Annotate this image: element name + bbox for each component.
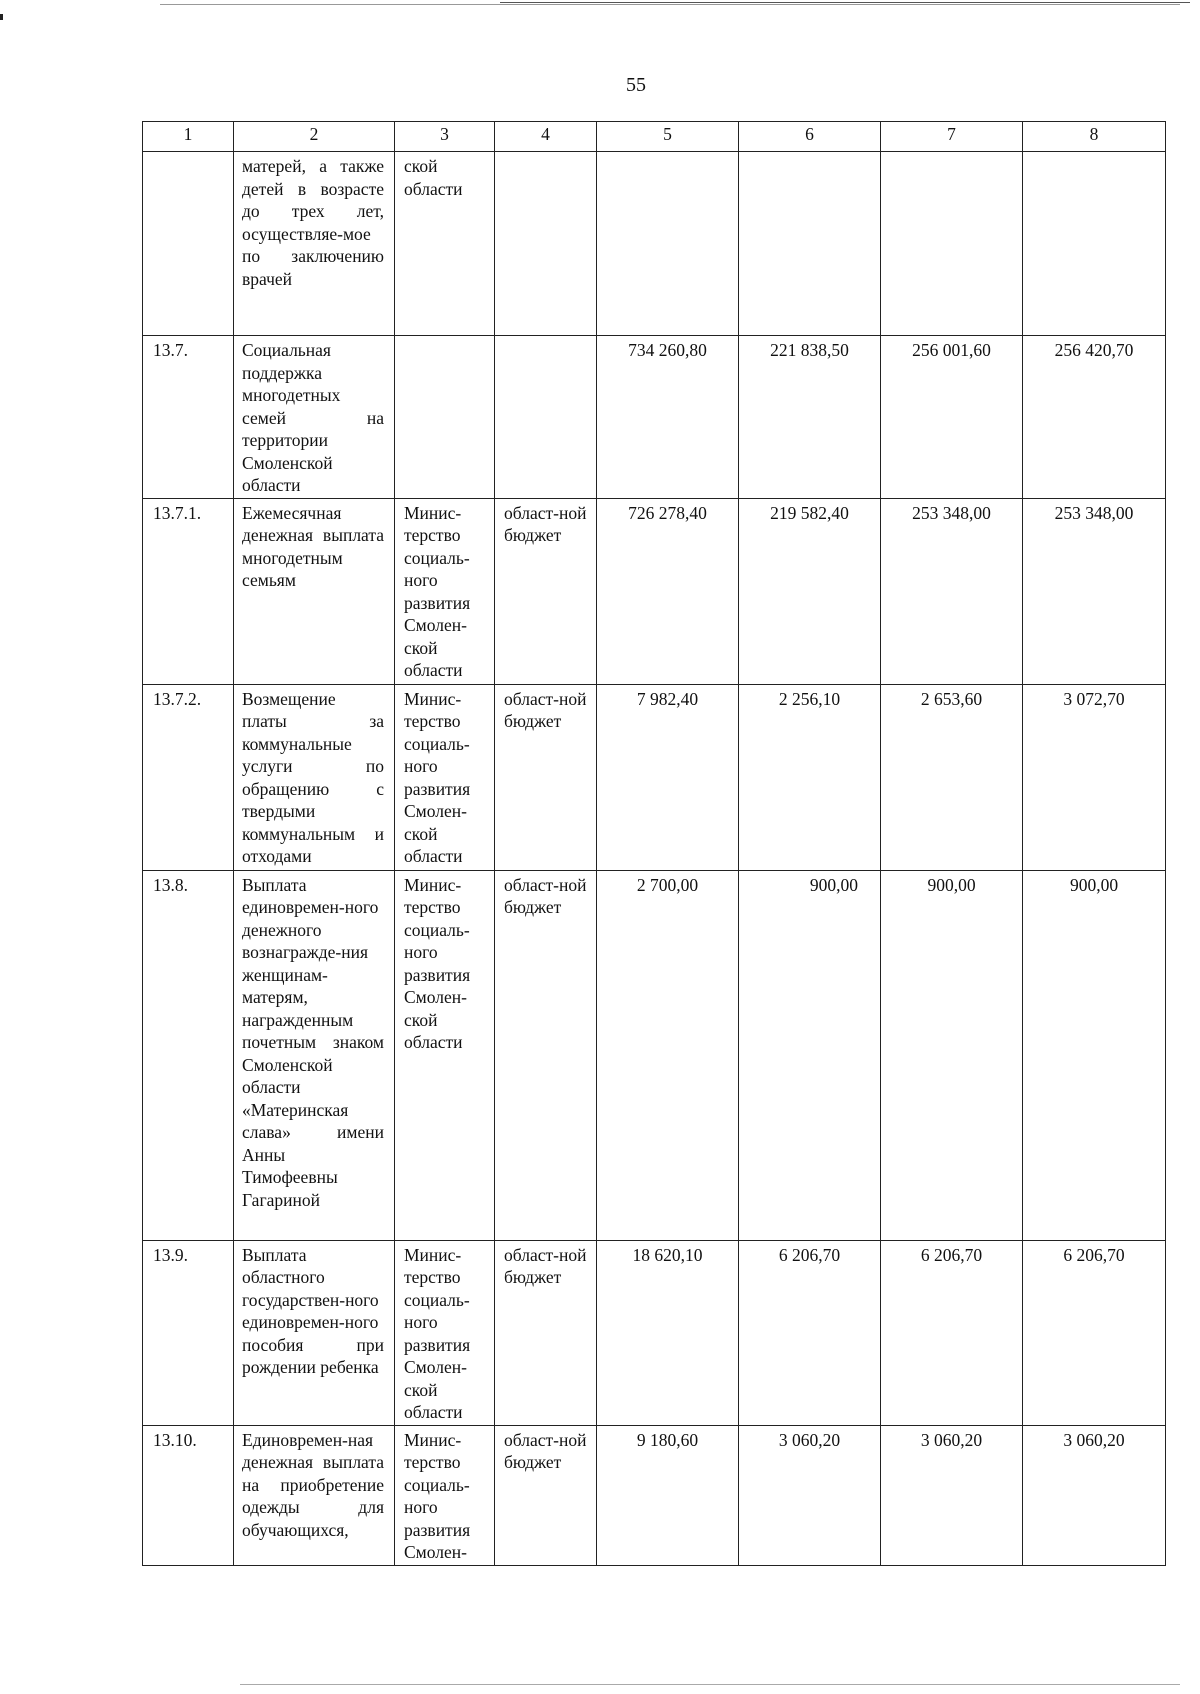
row-year-1: 900,00 — [739, 870, 881, 1240]
row-name: Единовремен-ная денежная выплата на приобретение одежды для обучающихся, — [234, 1425, 395, 1565]
row-executor — [395, 336, 495, 499]
row-year-2: 3 060,20 — [881, 1425, 1023, 1565]
row-year-3 — [1023, 152, 1166, 336]
row-year-2 — [881, 152, 1023, 336]
column-header: 7 — [881, 122, 1023, 152]
row-year-3: 256 420,70 — [1023, 336, 1166, 499]
row-name: Выплата единовремен-ного денежного вознагражде-ния женщинам-матерям, награжденным почетным знаком Смоленской области «Материнская слава» имени Анны Тимофеевны Гагариной — [234, 870, 395, 1240]
column-header: 6 — [739, 122, 881, 152]
row-name: Социальная поддержка многодетных семей на территории Смоленской области — [234, 336, 395, 499]
row-year-1: 221 838,50 — [739, 336, 881, 499]
row-total: 2 700,00 — [597, 870, 739, 1240]
table-row — [143, 684, 1166, 870]
row-year-3: 3 072,70 — [1023, 684, 1166, 870]
row-year-3: 3 060,20 — [1023, 1425, 1166, 1565]
row-year-2: 900,00 — [881, 870, 1023, 1240]
page-number: 55 — [626, 74, 646, 96]
row-name: Ежемесячная денежная выплата многодетным семьям — [234, 498, 395, 684]
row-funding-source — [495, 336, 597, 499]
column-header: 3 — [395, 122, 495, 152]
table-row — [143, 336, 1166, 499]
scan-bottom-rule — [240, 1684, 1180, 1685]
row-executor: Минис-терство социаль-ного развития Смолен-ской области — [395, 870, 495, 1240]
row-name: Возмещение платы за коммунальные услуги по обращению с твердыми коммунальным и отходами — [234, 684, 395, 870]
row-name: матерей, а также детей в возрасте до трех лет, осуществляе-мое по заключению врачей — [234, 152, 395, 336]
row-year-2: 2 653,60 — [881, 684, 1023, 870]
row-total: 9 180,60 — [597, 1425, 739, 1565]
row-year-1: 3 060,20 — [739, 1425, 881, 1565]
table-row — [143, 870, 1166, 1240]
row-year-2: 253 348,00 — [881, 498, 1023, 684]
table-row — [143, 1425, 1166, 1565]
column-header: 1 — [143, 122, 234, 152]
row-total — [597, 152, 739, 336]
row-funding-source: област-ной бюджет — [495, 684, 597, 870]
row-funding-source: област-ной бюджет — [495, 1240, 597, 1425]
row-code: 13.7.2. — [143, 684, 234, 870]
row-code: 13.10. — [143, 1425, 234, 1565]
row-funding-source: област-ной бюджет — [495, 1425, 597, 1565]
row-code: 13.8. — [143, 870, 234, 1240]
scan-top-rule — [160, 4, 1180, 5]
row-year-3: 900,00 — [1023, 870, 1166, 1240]
row-executor: Минис-терство социаль-ного развития Смолен- — [395, 1425, 495, 1565]
budget-table — [142, 121, 1166, 1566]
column-header: 2 — [234, 122, 395, 152]
table-header-row — [143, 122, 1166, 152]
scan-top-rule-dark — [500, 2, 1190, 3]
row-year-1: 6 206,70 — [739, 1240, 881, 1425]
row-funding-source — [495, 152, 597, 336]
row-total: 726 278,40 — [597, 498, 739, 684]
table-row — [143, 498, 1166, 684]
row-total: 7 982,40 — [597, 684, 739, 870]
row-code: 13.7.1. — [143, 498, 234, 684]
column-header: 5 — [597, 122, 739, 152]
row-year-1: 2 256,10 — [739, 684, 881, 870]
row-year-3: 6 206,70 — [1023, 1240, 1166, 1425]
row-executor: Минис-терство социаль-ного развития Смолен-ской области — [395, 684, 495, 870]
row-year-2: 256 001,60 — [881, 336, 1023, 499]
row-code: 13.7. — [143, 336, 234, 499]
row-name: Выплата областного государствен-ного единовремен-ного пособия при рождении ребенка — [234, 1240, 395, 1425]
row-funding-source: област-ной бюджет — [495, 870, 597, 1240]
row-executor: ской области — [395, 152, 495, 336]
column-header: 8 — [1023, 122, 1166, 152]
row-total: 18 620,10 — [597, 1240, 739, 1425]
row-year-3: 253 348,00 — [1023, 498, 1166, 684]
column-header: 4 — [495, 122, 597, 152]
row-executor: Минис-терство социаль-ного развития Смолен-ской области — [395, 498, 495, 684]
row-code — [143, 152, 234, 336]
row-year-1: 219 582,40 — [739, 498, 881, 684]
table-row — [143, 152, 1166, 336]
table-row — [143, 1240, 1166, 1425]
scan-corner-mark — [0, 14, 3, 20]
row-executor: Минис-терство социаль-ного развития Смолен-ской области — [395, 1240, 495, 1425]
row-year-1 — [739, 152, 881, 336]
row-year-2: 6 206,70 — [881, 1240, 1023, 1425]
row-code: 13.9. — [143, 1240, 234, 1425]
row-total: 734 260,80 — [597, 336, 739, 499]
row-funding-source: област-ной бюджет — [495, 498, 597, 684]
